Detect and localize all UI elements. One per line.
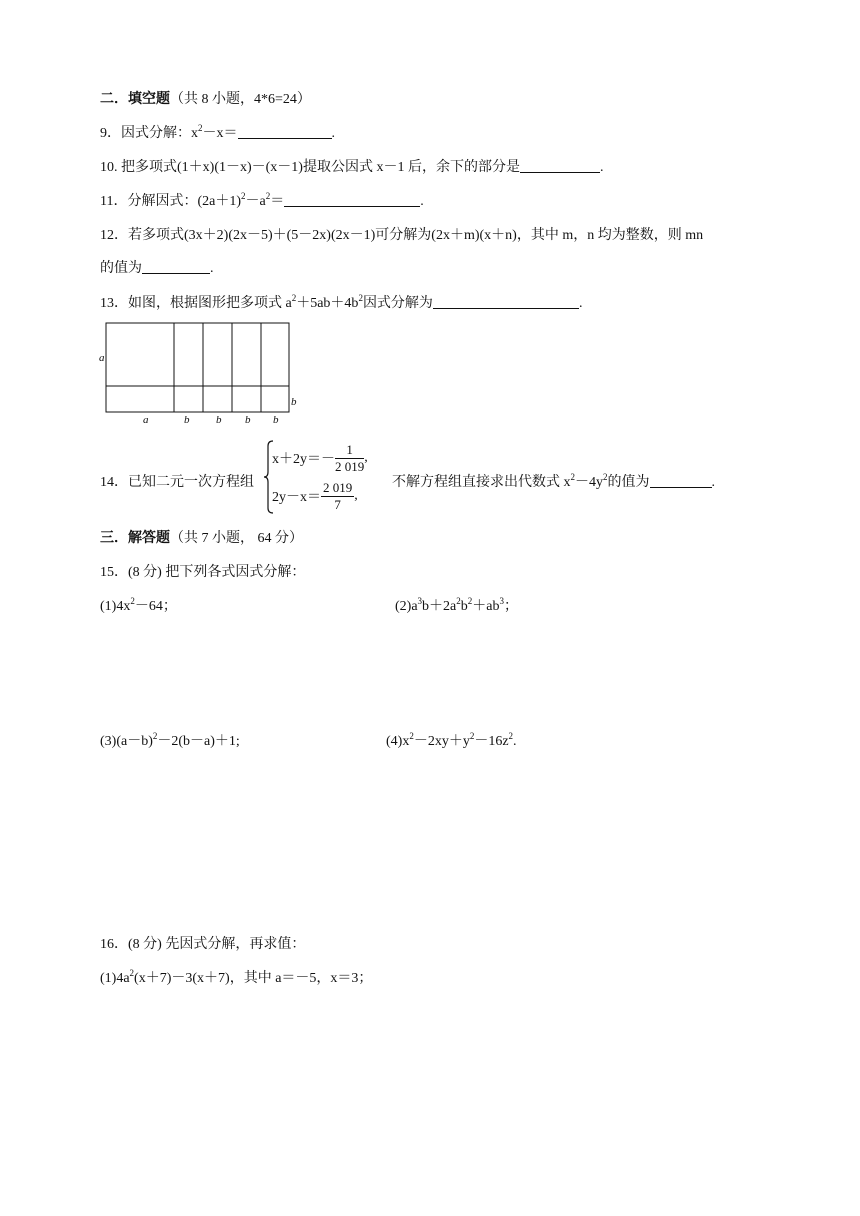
section-2-title: 二．填空题 <box>100 92 170 107</box>
figure-label-bottom-b4: b <box>273 414 279 426</box>
q14-suffix-b: －4y <box>575 475 603 490</box>
q12-end: . <box>210 261 214 276</box>
figure-label-bottom-b1: b <box>184 414 190 426</box>
q13-sup2: 2 <box>358 293 363 303</box>
q14-suffix-c: 的值为 <box>607 475 650 490</box>
q14-eq2-end: , <box>354 488 358 503</box>
q14-eq2-denominator: 7 <box>334 496 341 512</box>
q15-p1-sup: 2 <box>130 596 135 606</box>
q14-eq2-numerator: 2 019 <box>323 479 353 495</box>
q16-p1-sup: 2 <box>129 968 135 978</box>
q11-sup2: 2 <box>265 191 271 201</box>
q14-eq2-left: 2y－x＝ <box>272 490 321 505</box>
q11-mid: －a <box>245 194 266 209</box>
q15-p4-s3: 2 <box>508 731 514 741</box>
q14-eq1-fraction <box>335 442 364 475</box>
q15-p4-a: (4)x <box>386 734 410 749</box>
q11-end: . <box>420 194 424 209</box>
q15-p2-a: (2)a <box>395 599 418 614</box>
section-3-title: 三．解答题 <box>100 531 170 546</box>
q12-line2: 的值为 <box>100 261 142 276</box>
q15-p2-b: b＋2a <box>422 599 457 614</box>
q14-answer-blank[interactable] <box>650 473 712 488</box>
section-3-note: （共 7 小题， 64 分） <box>170 531 303 546</box>
q15-p2-s1: 3 <box>417 596 423 606</box>
q15-p2-c: b <box>460 599 468 614</box>
q14-eq1-denominator: 2 019 <box>335 458 365 474</box>
q16-part-1 <box>100 969 372 989</box>
section-2-note: （共 8 小题，4*6=24） <box>170 92 311 107</box>
q15-p1-suffix: －64； <box>134 599 177 614</box>
q14-eq1-numerator: 1 <box>335 442 364 459</box>
q15-p4-b: －2xy＋y <box>413 734 470 749</box>
q13-sup1: 2 <box>291 293 297 303</box>
q13-end: . <box>578 296 583 311</box>
q14-eq1-left: x＋2y＝－ <box>272 452 335 467</box>
q15-p4-c: －16z <box>474 734 509 749</box>
question-11 <box>100 192 424 212</box>
q13-mid: ＋5ab＋4b <box>296 296 359 311</box>
q9-text: 9．因式分解：x <box>100 126 198 141</box>
q15-p2-e: ； <box>503 599 518 614</box>
q10-text: 10. 把多项式(1＋x)(1－x)－(x－1)提取公因式 x－1 后，余下的部分是 <box>100 160 520 175</box>
question-12-line2 <box>100 259 214 279</box>
q14-eq1-end: , <box>364 450 368 465</box>
question-9 <box>100 124 335 144</box>
q14-eq2-fraction <box>321 480 354 513</box>
q14-end: . <box>711 475 715 490</box>
q10-answer-blank[interactable] <box>520 158 600 173</box>
q15-p3-text: (3)(a－b) <box>100 734 153 749</box>
figure-label-bottom-b2: b <box>216 414 222 426</box>
q9-answer-blank[interactable] <box>238 124 332 139</box>
q15-p4-d: . <box>513 734 517 749</box>
q9-suffix: －x＝ <box>202 126 238 141</box>
q14-equation-2 <box>272 478 358 514</box>
section-2-header <box>100 90 311 110</box>
q16-p1-text: (1)4a <box>100 971 130 986</box>
q11-text: 11．分解因式：(2a＋1) <box>100 194 242 209</box>
q14-equation-1 <box>272 440 368 476</box>
figure-outer-rect <box>106 323 289 412</box>
q15-p1-text: (1)4x <box>100 599 131 614</box>
figure-label-bottom-b3: b <box>245 414 251 426</box>
q15-p2-s3: 2 <box>467 596 473 606</box>
q12-text: 12．若多项式(3x＋2)(2x－5)＋(5－2x)(2x－1)可分解为(2x＋m)(x＋n)，其中 m，n 均为整数，则 mn <box>100 228 704 243</box>
question-15-title: 15．(8 分) 把下列各式因式分解： <box>100 565 306 580</box>
figure-label-side-a: a <box>99 352 105 364</box>
q15-p3-sup: 2 <box>152 731 158 741</box>
q15-p2-s4: 3 <box>499 596 504 606</box>
q13-suffix: 因式分解为 <box>362 296 433 311</box>
q15-p2-s2: 2 <box>456 596 461 606</box>
q15-p2-d: ＋ab <box>472 599 500 614</box>
question-13 <box>100 294 582 314</box>
q11-sup1: 2 <box>241 191 246 201</box>
q15-part-3 <box>100 732 240 752</box>
q14-suffix-a: 不解方程组直接求出代数式 x <box>392 475 571 490</box>
q14-question <box>392 473 715 493</box>
q11-suffix: ＝ <box>270 194 285 209</box>
q14-prefix: 14．已知二元一次方程组 <box>100 475 254 490</box>
q11-answer-blank[interactable] <box>284 192 420 207</box>
q14-sup2: 2 <box>603 472 608 482</box>
q15-part-2 <box>395 597 518 617</box>
q16-p1-suffix: (x＋7)－3(x＋7)，其中 a＝－5，x＝3； <box>134 971 373 986</box>
figure-label-side-b: b <box>291 396 297 408</box>
q15-part-1 <box>100 597 177 617</box>
q13-text: 13．如图，根据图形把多项式 a <box>100 296 292 311</box>
section-3-header <box>100 529 303 549</box>
q9-end: . <box>331 126 335 141</box>
q15-p4-s1: 2 <box>409 731 414 741</box>
question-16-title: 16．(8 分) 先因式分解，再求值： <box>100 937 306 952</box>
q15-part-4 <box>386 732 517 752</box>
q15-p4-s2: 2 <box>469 731 475 741</box>
q12-answer-blank[interactable] <box>142 259 210 274</box>
q15-p3-suffix: －2(b－a)＋1; <box>157 734 240 749</box>
q9-sup: 2 <box>198 123 203 133</box>
q10-end: . <box>599 160 604 175</box>
q13-answer-blank[interactable] <box>433 294 579 309</box>
figure-label-bottom-a: a <box>143 414 149 426</box>
question-10 <box>100 158 603 178</box>
q14-sup1: 2 <box>570 472 575 482</box>
question-12-line1 <box>100 226 703 246</box>
